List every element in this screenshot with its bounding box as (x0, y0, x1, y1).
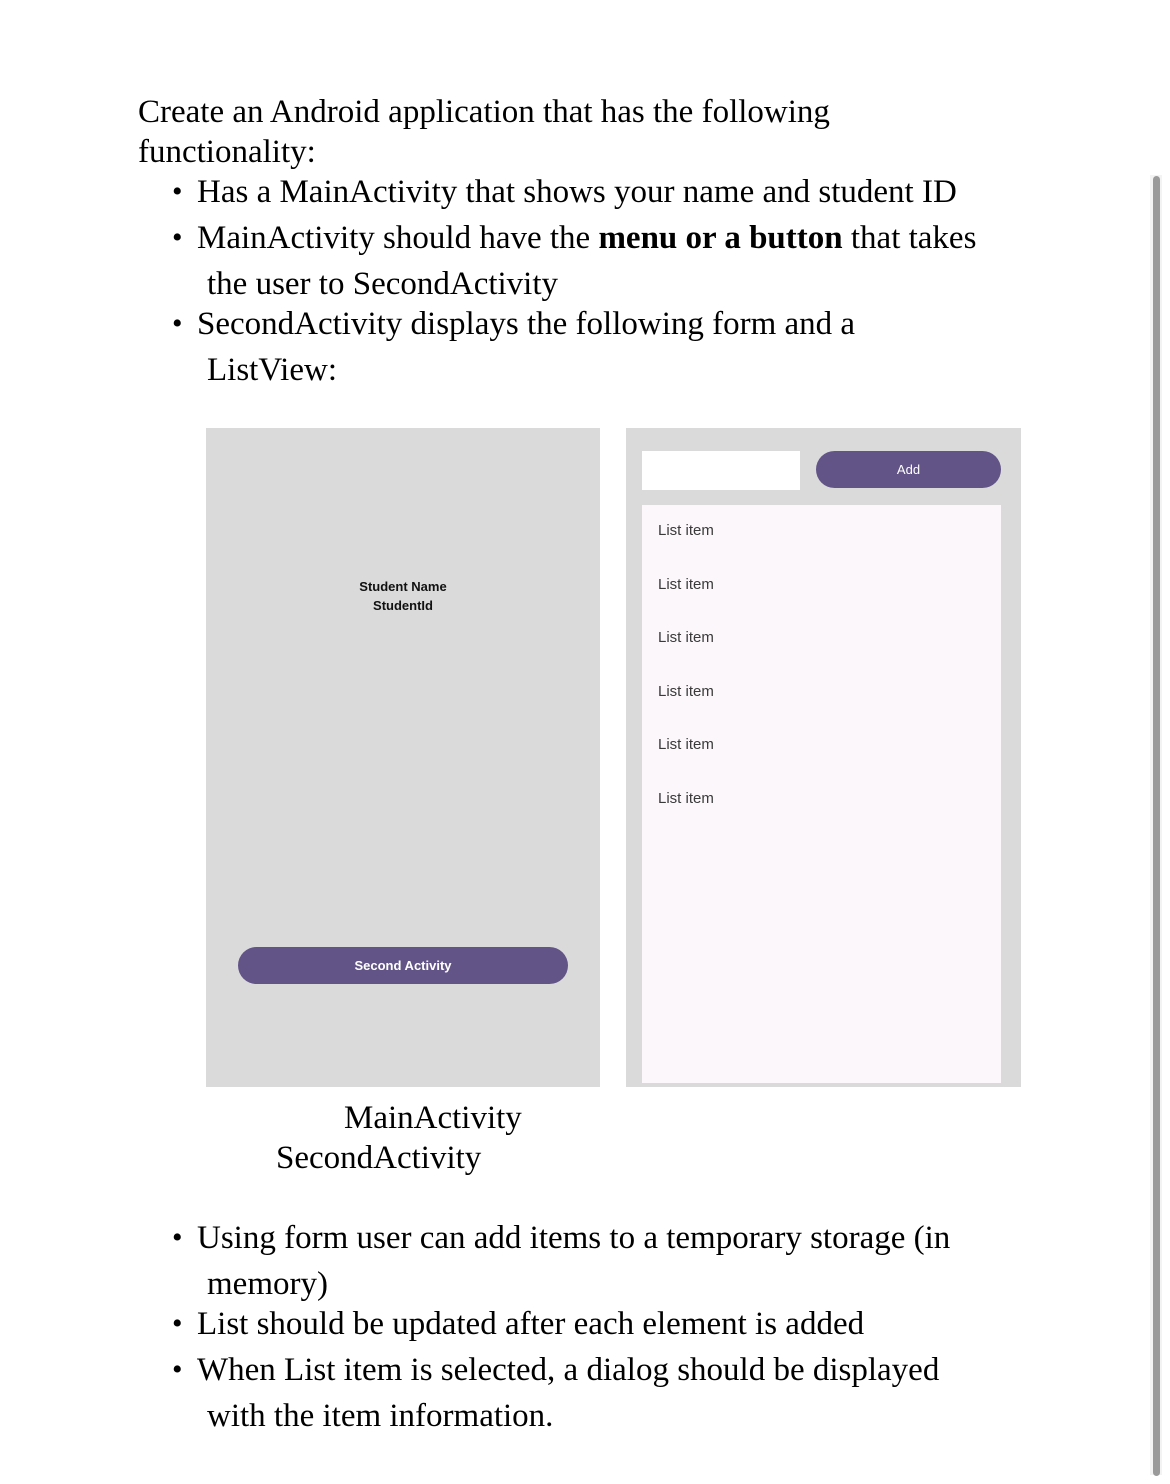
bullet-menu-text-post: that takes (842, 220, 977, 256)
bullet-dialog-cont: with the item information. (207, 1398, 554, 1434)
item-input[interactable] (642, 451, 800, 490)
list-item[interactable]: List item (658, 736, 714, 753)
bullet-second-activity-cont: ListView: (207, 352, 338, 388)
intro-line-2: functionality: (138, 134, 316, 170)
bullet-second-activity: SecondActivity displays the following form and a (197, 306, 856, 342)
bullet-menu-text-bold: menu or a button (598, 220, 843, 256)
bullet-menu-text-pre: MainActivity should have the (197, 220, 599, 256)
list-view[interactable] (642, 505, 1001, 1083)
bullet-marker: • (172, 1221, 183, 1254)
scrollbar-thumb[interactable] (1153, 176, 1160, 1476)
student-name-label: Student Name (359, 579, 447, 594)
bullet-temp-storage: Using form user can add items to a temporary storage (in (197, 1220, 951, 1256)
bullet-list-updated: List should be updated after each element is added (197, 1306, 865, 1342)
caption-main-activity: MainActivity (344, 1100, 522, 1136)
list-item[interactable]: List item (658, 683, 714, 700)
second-activity-button[interactable]: Second Activity (238, 947, 568, 984)
list-item[interactable]: List item (658, 522, 714, 539)
add-button[interactable]: Add (816, 451, 1001, 488)
list-item[interactable]: List item (658, 576, 714, 593)
bullet-marker: • (172, 175, 183, 208)
bullet-marker: • (172, 1307, 183, 1340)
caption-second-activity: SecondActivity (276, 1140, 482, 1176)
bullet-main-activity: Has a MainActivity that shows your name and student ID (197, 174, 957, 210)
bullet-menu-button (197, 218, 976, 258)
list-item[interactable]: List item (658, 790, 714, 807)
bullet-dialog: When List item is selected, a dialog should be displayed (197, 1352, 940, 1388)
bullet-menu-button-cont: the user to SecondActivity (207, 266, 559, 302)
student-id-label: StudentId (373, 598, 433, 613)
bullet-temp-storage-cont: memory) (207, 1266, 328, 1302)
bullet-marker: • (172, 221, 183, 254)
bullet-marker: • (172, 1353, 183, 1386)
main-activity-mockup (206, 428, 600, 1087)
second-activity-mockup (626, 428, 1021, 1087)
intro-line-1: Create an Android application that has the following (138, 94, 830, 130)
list-item[interactable]: List item (658, 629, 714, 646)
bullet-marker: • (172, 307, 183, 340)
